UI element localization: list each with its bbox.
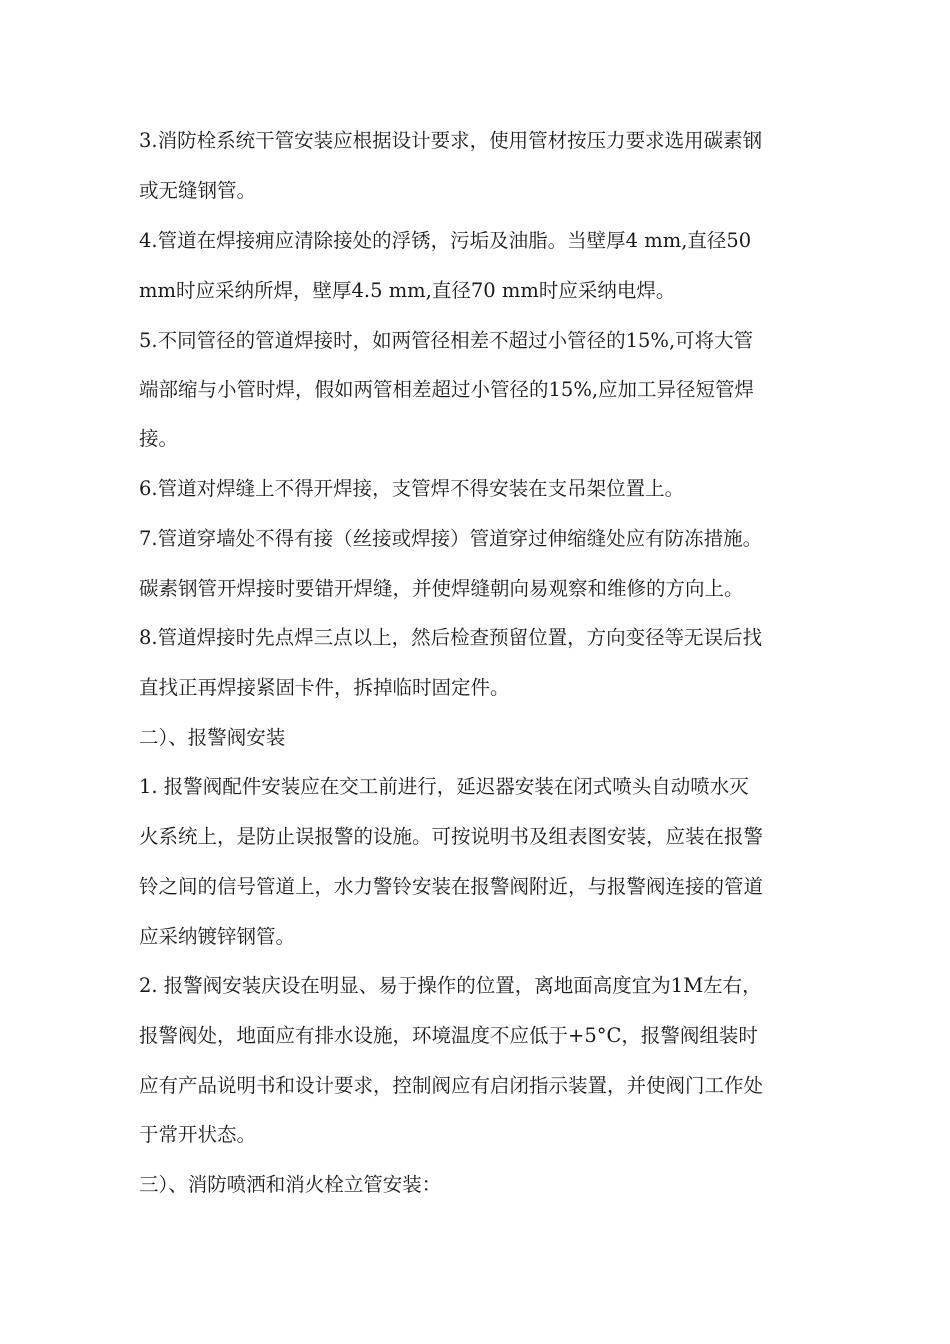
paragraph-line: 或无缝钢管。 [139, 179, 257, 202]
paragraph-line: 3.消防栓系统干管安装应根据设计要求，使用管材按压力要求选用碳素钢 [139, 129, 763, 152]
paragraph-line: 8.管道焊接时先点焊三点以上，然后检查预留位置，方向变径等无误后找 [139, 626, 763, 649]
paragraph-line: 5.不同管径的管道焊接时，如两管径相差不超过小管径的15%,可将大管 [139, 329, 754, 352]
paragraph-line: 应有产品说明书和设计要求，控制阀应有启闭指示装置，并使阀门工作处 [139, 1074, 764, 1097]
paragraph-line: 铃之间的信号管道上，水力警铃安装在报警阀附近，与报警阀连接的管道 [139, 875, 764, 898]
section-heading: 二）、报警阀安装 [139, 726, 286, 749]
paragraph-line: 于常开状态。 [139, 1123, 257, 1146]
paragraph-line: mm时应采纳所焊，壁厚4.5 mm,直径70 mm时应采纳电焊。 [139, 279, 676, 302]
paragraph-line: 碳素钢管开焊接时要错开焊缝，并使焊缝朝向易观察和维修的方向上。 [139, 577, 744, 600]
paragraph-line: 直找正再焊接紧固卡件，拆掉临时固定件。 [139, 676, 510, 699]
paragraph-line: 报警阀处，地面应有排水设施，环境温度不应低于+5°C，报警阀组装时 [139, 1024, 758, 1047]
paragraph-line: 应采纳镀锌钢管。 [139, 925, 296, 948]
paragraph-line: 1. 报警阀配件安装应在交工前进行，延迟器安装在闭式喷头自动喷水灭 [139, 775, 749, 798]
paragraph-line: 6.管道对焊缝上不得开焊接，支管焊不得安装在支吊架位置上。 [139, 477, 685, 500]
paragraph-line: 2. 报警阀安装庆设在明显、易于操作的位置，离地面高度宜为1M左右， [139, 974, 762, 997]
paragraph-line: 4.管道在焊接痈应清除接处的浮锈，污垢及油脂。当壁厚4 mm,直径50 [139, 229, 752, 252]
section-heading: 三）、消防喷洒和消火栓立管安装： [139, 1173, 442, 1196]
paragraph-line: 端部缩与小管时焊，假如两管相差超过小管径的15%,应加工异径短管焊 [139, 378, 755, 401]
paragraph-line: 火系统上，是防止误报警的设施。可按说明书及组表图安装，应装在报警 [139, 825, 764, 848]
paragraph-line: 接。 [139, 427, 179, 450]
paragraph-line: 7.管道穿墙处不得有接（丝接或焊接）管道穿过伸缩缝处应有防冻措施。 [139, 527, 763, 550]
